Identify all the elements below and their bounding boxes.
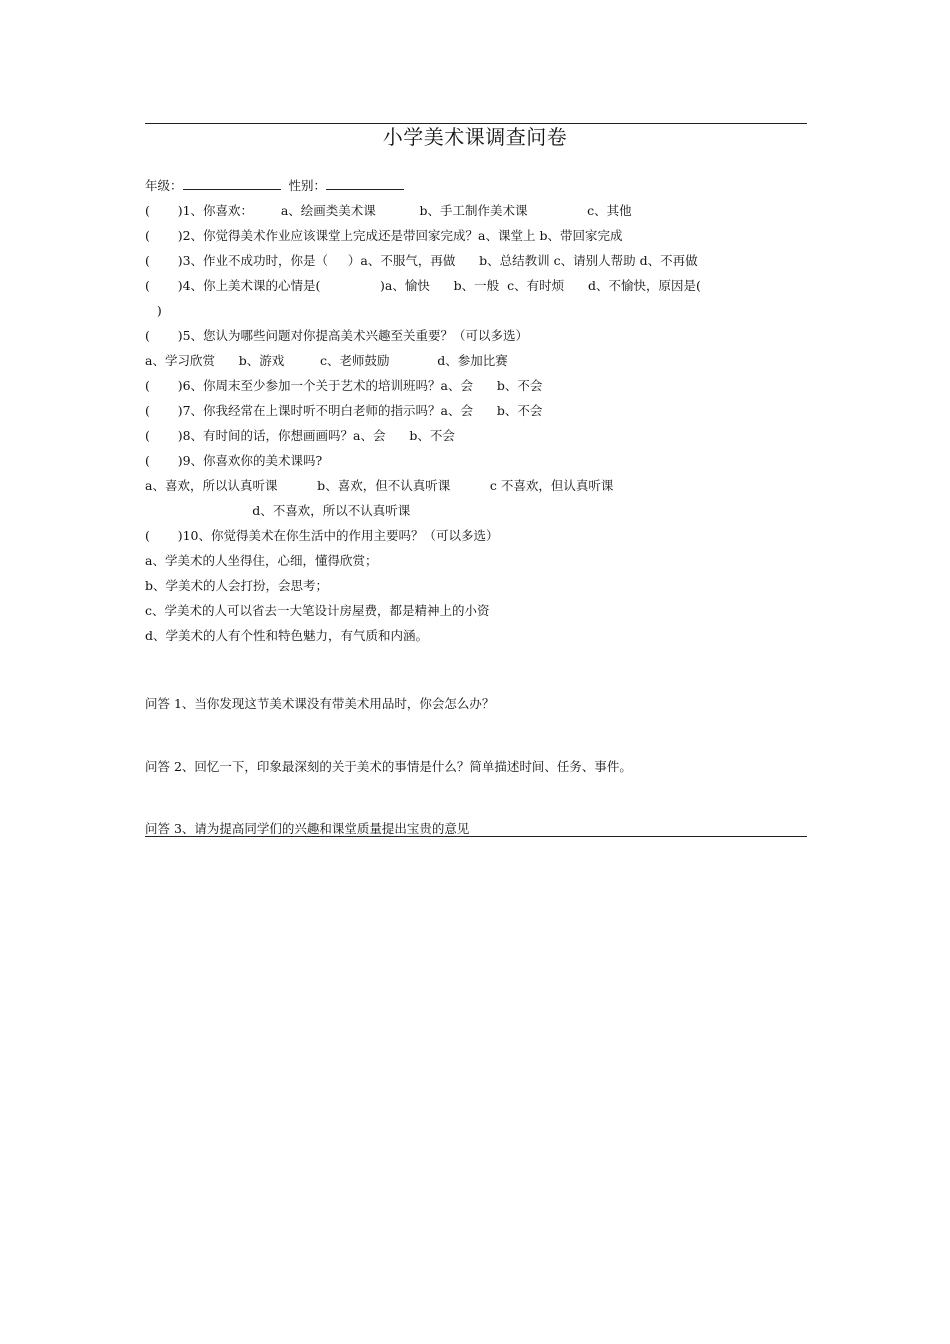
header-fields-row	[145, 177, 404, 195]
question-8: ( )8、有时间的话，你想画画吗？a、会 b、不会	[145, 428, 455, 443]
question-5: ( )5、您认为哪些问题对你提高美术兴趣至关重要？（可以多选）	[145, 328, 529, 343]
question-2: ( )2、你觉得美术作业应该课堂上完成还是带回家完成？a、课堂上 b、带回家完成	[145, 228, 623, 243]
question-10-option-c: c、学美术的人可以省去一大笔设计房屋费，都是精神上的小资	[145, 603, 490, 618]
question-4-continued: )	[145, 303, 162, 318]
question-4: ( )4、你上美术课的心情是( )a、愉快 b、一般 c、有时烦 d、不愉快，原因是(	[145, 278, 701, 293]
question-9: ( )9、你喜欢你的美术课吗?	[145, 453, 323, 468]
gender-blank[interactable]	[326, 177, 404, 190]
open-question-2: 问答 2、回忆一下，印象最深刻的关于美术的事情是什么？简单描述时间、任务、事件。	[145, 759, 632, 774]
question-5-options: a、学习欣赏 b、游戏 c、老师鼓励 d、参加比赛	[145, 353, 508, 368]
question-10-option-a: a、学美术的人坐得住，心细，懂得欣赏；	[145, 553, 378, 568]
question-10-option-b: b、学美术的人会打扮，会思考；	[145, 578, 329, 593]
open-question-3: 问答 3、请为提高同学们的兴趣和课堂质量提出宝贵的意见	[145, 821, 470, 836]
question-10-option-d: d、学美术的人有个性和特色魅力，有气质和内涵。	[145, 628, 429, 643]
question-10: ( )10、你觉得美术在你生活中的作用主要吗？（可以多选）	[145, 528, 499, 543]
question-9-options-continued: d、不喜欢，所以不认真听课	[145, 503, 411, 518]
gender-label: 性别：	[288, 178, 327, 193]
grade-blank[interactable]	[183, 177, 281, 190]
open-question-1: 问答 1、当你发现这节美术课没有带美术用品时，你会怎么办？	[145, 696, 495, 711]
question-1: ( )1、你喜欢： a、绘画类美术课 b、手工制作美术课 c、其他	[145, 203, 632, 218]
question-6: ( )6、你周末至少参加一个关于艺术的培训班吗？a、会 b、不会	[145, 378, 543, 393]
question-9-options: a、喜欢，所以认真听课 b、喜欢，但不认真听课 c 不喜欢，但认真听课	[145, 478, 614, 493]
grade-label: 年级：	[145, 178, 183, 193]
bottom-rule	[145, 836, 807, 837]
question-3: ( )3、作业不成功时，你是（ ）a、不服气，再做 b、总结教训 c、请别人帮助 d、不再做	[145, 253, 698, 268]
page-title: 小学美术课调查问卷	[382, 125, 568, 149]
question-7: ( )7、你我经常在上课时听不明白老师的指示吗？a、会 b、不会	[145, 403, 543, 418]
